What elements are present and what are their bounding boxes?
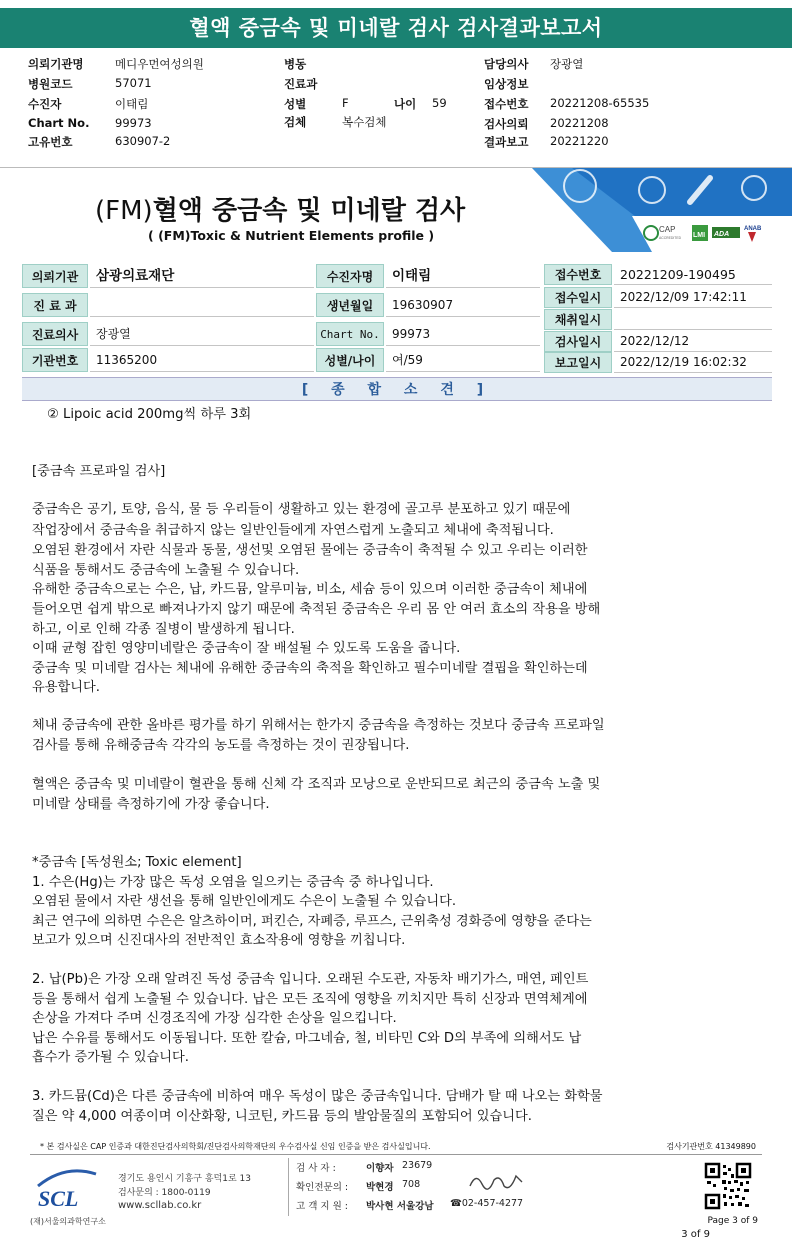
- unique-no-value: 630907-2: [115, 134, 171, 148]
- doctor-label: 담당의사: [484, 57, 529, 71]
- info-label-receipt-no: 접수번호: [544, 264, 612, 285]
- report-title-text: 혈액 중금속 및 미네랄 검사: [152, 196, 466, 226]
- cap-seal-icon: [644, 226, 658, 240]
- doctor-value: 장광열: [550, 57, 584, 71]
- summary-heading: [ 종 합 소 견 ]: [22, 377, 772, 401]
- info-value-collect-time: [614, 309, 772, 330]
- info-value-receipt-no: 20221209-190495: [614, 264, 772, 285]
- body-line: 작업장에서 중금속을 취급하지 않는 일반인들에게 자연스럽게 노출되고 체내에 축적됩니다.: [32, 523, 554, 538]
- hospital-code-value: 57071: [115, 76, 152, 90]
- info-value-dept: [90, 293, 314, 317]
- request-label: 검사의뢰: [484, 117, 529, 131]
- info-value-report-time: 2022/12/19 16:02:32: [614, 352, 772, 373]
- info-value-receipt-time: 2022/12/09 17:42:11: [614, 287, 772, 308]
- info-value-sex-age: 여/59: [386, 348, 540, 372]
- body-line: 납은 수유를 통해서도 이동됩니다. 또한 칼슘, 마그네슘, 철, 비타민 C와 D의 부족에 의해서도 납: [32, 1031, 582, 1046]
- footer-accreditation-note: * 본 검사실은 CAP 인증과 대한진단검사의학회/진단검사의학재단의 우수검사실 신임 인증을 받은 검사실입니다.: [40, 1142, 431, 1151]
- body-line: 등을 통해서 쉽게 노출될 수 있습니다. 납은 모든 조직에 영향을 끼치지만 특히 신장과 면역체계에: [32, 992, 588, 1007]
- specialist-signature: [466, 1168, 526, 1194]
- page-number: 3 of 9: [681, 1229, 710, 1240]
- info-value-examinee: 이태림: [386, 264, 540, 288]
- body-line: 미네랄 상태를 측정하기에 가장 좋습니다.: [32, 797, 270, 812]
- info-label-doctor: 진료의사: [22, 322, 88, 346]
- info-label-report-time: 보고일시: [544, 352, 612, 373]
- info-value-doctor: 장광열: [90, 322, 314, 346]
- examinee-label: 수진자: [28, 97, 62, 111]
- info-label-receipt-time: 접수일시: [544, 287, 612, 308]
- body-line: 1. 수은(Hg)는 가장 많은 독성 오염을 일으키는 중금속 중 하나입니다.: [32, 875, 434, 890]
- report-date-value: 20221220: [550, 134, 609, 148]
- qr-finder-tl-dot: [710, 1168, 715, 1173]
- unique-no-label: 고유번호: [28, 135, 73, 149]
- examiner-no: 23679: [402, 1160, 433, 1171]
- body-line: 이때 균형 잡힌 영양미네랄은 중금속이 잘 배설될 수 있도록 도움을 줍니다.: [32, 641, 461, 656]
- footer-note-bar: [30, 1138, 762, 1155]
- body-line: 오염된 물에서 자란 생선을 통해 일반인에게도 수은이 노출될 수 있습니다.: [32, 894, 457, 909]
- body-line: 오염된 환경에서 자란 식물과 동물, 생선및 오염된 물에는 중금속이 축적될 수 있고 우리는 이러한: [32, 543, 588, 558]
- report-title: [95, 190, 465, 227]
- body-line: 혈액은 중금속 및 미네랄이 혈관을 통해 신체 각 조직과 모낭으로 운반되므로 최근의 중금속 노출 및: [32, 777, 601, 792]
- clinical-label: 임상정보: [484, 77, 529, 91]
- report-title-prefix: (FM): [95, 196, 153, 226]
- body-line: 유해한 중금속으로는 수은, 납, 카드뮴, 알루미늄, 비소, 세슘 등이 있으며 이러한 중금속이 체내에: [32, 582, 588, 597]
- info-label-sex-age: 성별/나이: [316, 348, 384, 372]
- cap-logo-text: CAP: [659, 225, 676, 234]
- body-line: *중금속 [독성원소; Toxic element]: [32, 855, 242, 870]
- scl-logo-text: SCL: [38, 1186, 79, 1211]
- institution-value: 메디우먼여성의원: [115, 57, 204, 71]
- report-date-label: 결과보고: [484, 135, 529, 149]
- info-label-inst-no: 기관번호: [22, 348, 88, 372]
- body-line: 최근 연구에 의하면 수은은 알츠하이머, 퍼킨슨, 자폐증, 루프스, 근위축성 경화증에 영향을 준다는: [32, 914, 592, 929]
- qr-finder-tr-dot: [741, 1168, 746, 1173]
- qr-code-icon: [704, 1162, 752, 1210]
- body-line: 흡수가 증가될 수 있습니다.: [32, 1050, 189, 1065]
- scl-logo: [30, 1164, 100, 1214]
- lmi-logo-text: LMI: [693, 232, 706, 239]
- institution-label: 의뢰기관명: [28, 57, 84, 71]
- banner-title: 혈액 중금속 및 미네랄 검사 검사결과보고서: [189, 16, 603, 40]
- info-value-chart: 99973: [386, 322, 540, 346]
- scl-name: (재)서울의과학연구소: [30, 1217, 106, 1226]
- body-line: 식품을 통해서도 중금속에 노출될 수 있습니다.: [32, 563, 300, 578]
- age-label: 나이: [394, 97, 417, 111]
- scl-address: 경기도 용인시 기흥구 흥덕1로 13: [118, 1174, 251, 1184]
- info-value-birthdate: 19630907: [386, 293, 540, 317]
- body-line: ② Lipoic acid 200mg씩 하루 3회: [47, 407, 252, 422]
- anab-logo-icon: [748, 232, 756, 242]
- info-label-dept: 진 료 과: [22, 293, 88, 317]
- chart-value: 99973: [115, 116, 152, 130]
- page-number-x: Page 3 of 9: [707, 1216, 758, 1226]
- info-label-examinee: 수진자명: [316, 264, 384, 288]
- body-line: 2. 납(Pb)은 가장 오래 알려진 독성 중금속 입니다. 오래된 수도관, 자동차 배기가스, 매연, 페인트: [32, 972, 589, 987]
- specimen-label: 검체: [284, 115, 307, 129]
- sex-label: 성별: [284, 97, 307, 111]
- scl-phone: 검사문의 : 1800-0119: [118, 1188, 211, 1198]
- body-line: 보고가 있으며 신진대사의 전반적인 효소작용에 영향을 끼칩니다.: [32, 933, 406, 948]
- request-value: 20221208: [550, 116, 609, 130]
- info-label-birthdate: 생년월일: [316, 293, 384, 317]
- info-label-chart: Chart No.: [316, 322, 384, 346]
- footer-separator: [288, 1158, 289, 1216]
- info-label-institution: 의뢰기관: [22, 264, 88, 288]
- dept-label: 진료과: [284, 77, 318, 91]
- scl-website: www.scllab.co.kr: [118, 1200, 202, 1211]
- report-header: [0, 168, 792, 252]
- receipt-label: 접수번호: [484, 97, 529, 111]
- body-line: 검사를 통해 유해중금속 각각의 농도를 측정하는 것이 권장됩니다.: [32, 738, 410, 753]
- info-value-inst-no: 11365200: [90, 348, 314, 372]
- info-value-institution: 삼광의료재단: [90, 264, 314, 288]
- info-label-collect-time: 채취일시: [544, 309, 612, 330]
- body-line: 중금속은 공기, 토양, 음식, 물 등 우리들이 생활하고 있는 환경에 골고루 분포하고 있기 때문에: [32, 502, 571, 517]
- signature-stroke: [470, 1176, 522, 1189]
- body-line: 들어오면 쉽게 밖으로 빠져나가지 않기 때문에 축적된 중금속은 우리 몸 안 여러 효소의 작용을 방해: [32, 602, 601, 617]
- body-line: 체내 중금속에 관한 올바른 평가를 하기 위해서는 한가지 중금속을 측정하는 것보다 중금속 프로파일: [32, 718, 605, 733]
- sex-value: F: [342, 96, 349, 110]
- hospital-code-label: 병원코드: [28, 77, 73, 91]
- receipt-value: 20221208-65535: [550, 96, 650, 110]
- cap-accredited-text: ACCREDITED: [659, 236, 682, 240]
- footer-institution-no: 검사기관번호 41349890: [666, 1142, 756, 1151]
- examiner-name: 이향자: [366, 1163, 394, 1174]
- examiner-label: 검 사 자 :: [296, 1163, 336, 1174]
- body-line: 유용합니다.: [32, 680, 100, 695]
- body-line: 하고, 이로 인해 각종 질병이 발생하게 됩니다.: [32, 622, 295, 637]
- ada-logo-text: ADA: [714, 231, 730, 238]
- chart-label: Chart No.: [28, 116, 90, 130]
- ward-label: 병동: [284, 57, 307, 71]
- info-value-test-time: 2022/12/12: [614, 331, 772, 352]
- anab-logo-text: ANAB: [744, 226, 762, 232]
- support-name: 박사현 서울강남: [366, 1201, 434, 1212]
- body-line: [중금속 프로파일 검사]: [32, 464, 166, 479]
- specialist-no: 708: [402, 1179, 421, 1190]
- examinee-value: 이태림: [115, 97, 149, 111]
- qr-finder-bl-dot: [710, 1199, 715, 1204]
- specimen-value: 복수검체: [342, 115, 387, 129]
- certification-logos: [640, 220, 770, 248]
- support-phone: ☎02-457-4277: [450, 1198, 524, 1209]
- body-line: 질은 약 4,000 여종이며 이산화황, 니코틴, 카드뮴 등의 발암물질의 포함되어 있습니다.: [32, 1109, 532, 1124]
- age-value: 59: [432, 96, 447, 110]
- body-line: 손상을 가져다 주며 신경조직에 가장 심각한 손상을 일으킵니다.: [32, 1011, 397, 1026]
- info-label-test-time: 검사일시: [544, 331, 612, 352]
- report-footer: [0, 1138, 792, 1251]
- support-label: 고 객 지 원 :: [296, 1201, 348, 1212]
- body-line: 3. 카드뮴(Cd)은 다른 중금속에 비하여 매우 독성이 많은 중금속입니다. 담배가 탈 때 나오는 화학물: [32, 1089, 603, 1104]
- report-banner: [0, 8, 792, 48]
- specialist-label: 확인전문의 :: [296, 1182, 349, 1193]
- scl-logo-swoosh: [38, 1171, 96, 1186]
- body-line: 중금속 및 미네랄 검사는 체내에 유해한 중금속의 축적을 확인하고 필수미네랄 결핍을 확인하는데: [32, 661, 588, 676]
- report-subtitle: ( (FM)Toxic & Nutrient Elements profile ): [148, 228, 435, 243]
- specialist-name: 박현경: [366, 1182, 394, 1193]
- patient-info-block: [0, 52, 792, 152]
